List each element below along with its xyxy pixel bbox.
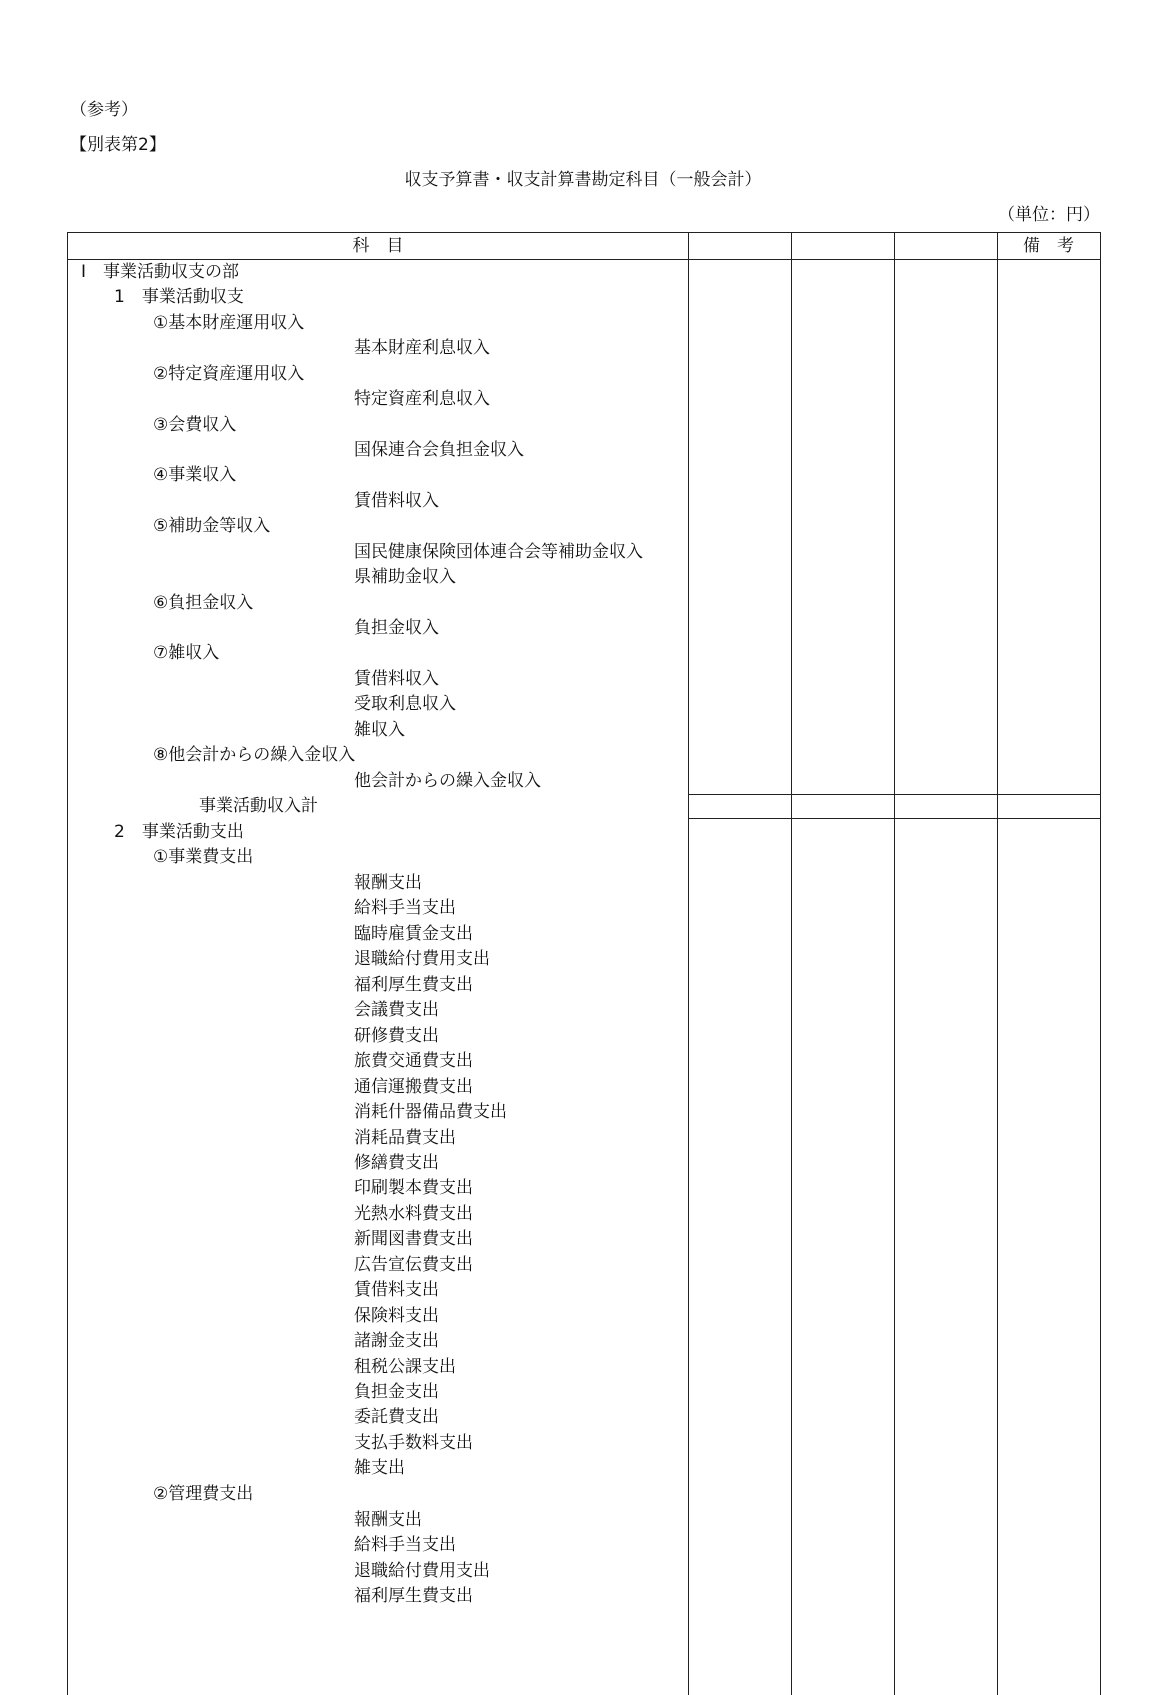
account-item: 会議費支出: [354, 1000, 439, 1021]
account-item: 雑収入: [354, 720, 405, 740]
account-item: 給料手当支出: [354, 898, 456, 919]
account-item: 新聞図書費支出: [354, 1229, 473, 1250]
account-item: 退職給付費用支出: [354, 949, 490, 970]
account-item: 賃借料支出: [354, 1280, 439, 1301]
account-item: 支払手数料支出: [354, 1432, 473, 1453]
category-heading: ②特定資産運用収入: [153, 364, 305, 384]
account-item: 賃借料収入: [354, 669, 439, 689]
account-item: 消耗什器備品費支出: [354, 1102, 507, 1123]
account-item: 雑支出: [354, 1458, 405, 1479]
account-item: 負担金収入: [354, 618, 439, 638]
account-item: 福利厚生費支出: [354, 974, 473, 995]
category-heading: ⑧他会計からの繰入金収入: [153, 745, 356, 765]
account-item: 報酬支出: [354, 1510, 422, 1530]
account-item: 諸謝金支出: [354, 1331, 439, 1352]
column-header-subject: 科 目: [352, 236, 404, 256]
category-heading: ④事業収入: [153, 465, 237, 485]
column-divider: [688, 233, 689, 1695]
account-item: 修繕費支出: [354, 1152, 439, 1173]
subsection-heading: 2 事業活動支出: [114, 822, 244, 842]
account-item: 消耗品費支出: [354, 1127, 456, 1148]
account-item: 光熱水料費支出: [354, 1203, 473, 1224]
account-item: 旅費交通費支出: [354, 1051, 473, 1072]
account-item: 臨時雇賃金支出: [354, 923, 473, 944]
account-item: 報酬支出: [354, 873, 422, 893]
category-heading: ①事業費支出: [153, 847, 254, 867]
category-heading: ⑦雑収入: [153, 643, 220, 663]
account-item: 国保連合会負担金収入: [354, 440, 524, 460]
appendix-label: 【別表第2】: [70, 135, 166, 155]
category-heading: ①基本財産運用収入: [153, 313, 305, 333]
account-item: 受取利息収入: [354, 694, 456, 714]
category-heading: ⑥負担金収入: [153, 593, 254, 613]
account-item: 他会計からの繰入金収入: [354, 771, 541, 791]
section-heading: Ⅰ 事業活動収支の部: [81, 262, 240, 282]
account-item: 給料手当支出: [354, 1535, 456, 1556]
column-divider: [791, 233, 792, 1695]
account-item: 基本財産利息収入: [354, 338, 490, 358]
account-item: 賃借料収入: [354, 491, 439, 511]
account-item: 広告宣伝費支出: [354, 1254, 473, 1275]
account-item: 通信運搬費支出: [354, 1076, 473, 1097]
account-item: 退職給付費用支出: [354, 1560, 490, 1581]
category-heading: ②管理費支出: [153, 1484, 254, 1504]
account-item: 福利厚生費支出: [354, 1586, 473, 1607]
account-item: 負担金支出: [354, 1382, 439, 1402]
account-item: 国民健康保険団体連合会等補助金収入: [354, 542, 643, 562]
subsection-heading: 1 事業活動収支: [114, 287, 244, 307]
column-divider: [894, 233, 895, 1695]
account-item: 研修費支出: [354, 1025, 439, 1046]
account-item: 委託費支出: [354, 1407, 439, 1428]
column-divider: [997, 233, 998, 1695]
subtotal-label: 事業活動収入計: [199, 796, 318, 816]
account-item: 特定資産利息収入: [354, 389, 490, 409]
subtotal-top-border: [688, 794, 1100, 795]
category-heading: ⑤補助金等収入: [153, 516, 271, 536]
column-header-remarks: 備 考: [1023, 236, 1074, 256]
account-item: 保険料支出: [354, 1305, 439, 1326]
account-item: 租税公課支出: [354, 1356, 456, 1377]
account-table: [67, 232, 1101, 1695]
reference-note: （参考）: [70, 100, 138, 120]
document-title: 収支予算書・収支計算書勘定科目（一般会計）: [404, 170, 762, 190]
account-item: 県補助金収入: [354, 567, 456, 587]
account-item: 印刷製本費支出: [354, 1178, 473, 1199]
subtotal-bottom-border: [688, 818, 1100, 819]
category-heading: ③会費収入: [153, 415, 237, 435]
unit-label: （単位：円）: [998, 205, 1100, 225]
header-divider: [68, 259, 1100, 260]
